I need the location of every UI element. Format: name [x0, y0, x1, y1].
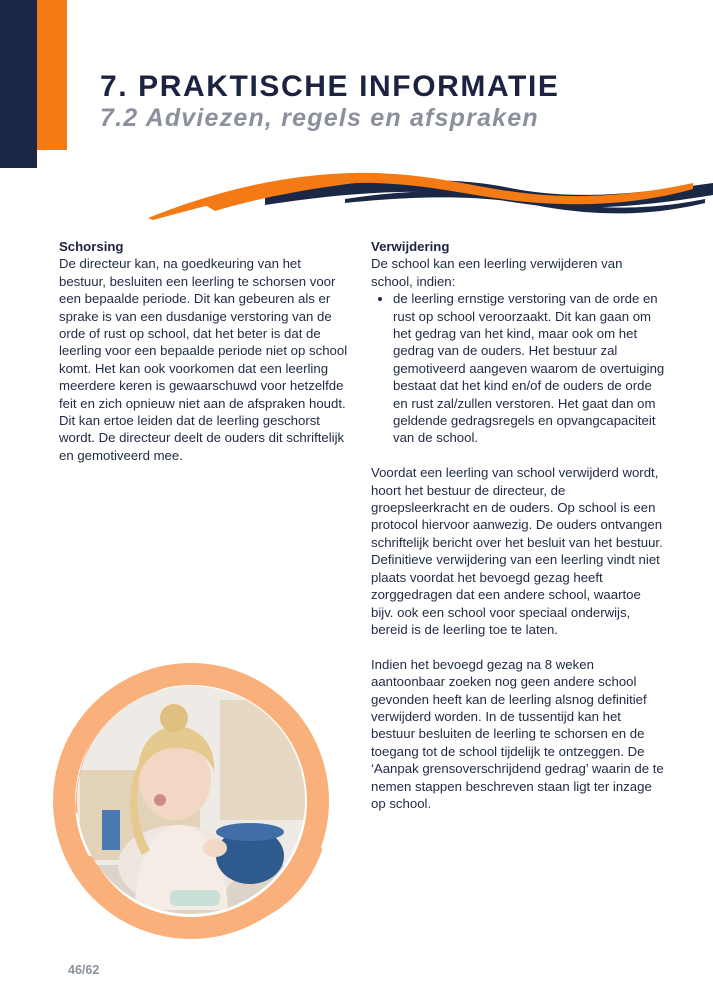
- section-heading-verwijdering: Verwijdering: [371, 239, 450, 254]
- decorative-orange-bar: [37, 0, 67, 150]
- right-column: [371, 238, 666, 812]
- schorsing-paragraph: De directeur kan, na goedkeuring van het bestuur, besluiten een leerling te schorsen voor een bepaalde periode. Dit kan gebeuren als er sprake is van een dusdanige verstoring van de orde of rust op school, dat het beter is dat de leerling voor een bepaalde periode niet op school komt. Het kan ook voorkomen dat een leerling meerdere keren is gewaarschuwd voor hetzelfde feit en zich opnieuw niet aan de afspraken houdt. Dit kan ertoe leiden dat de leerling geschorst wordt. De directeur deelt de ouders dit schriftelijk en gemotiveerd mee.: [59, 256, 348, 463]
- page-title: 7. PRAKTISCHE INFORMATIE: [100, 70, 560, 103]
- section-heading-schorsing: Schorsing: [59, 239, 124, 254]
- brush-swoosh-decoration: [145, 165, 713, 223]
- page-number: 46/62: [68, 963, 100, 977]
- verwijdering-bullet-list: [371, 290, 666, 447]
- verwijdering-paragraph-2: Voordat een leerling van school verwijderd wordt, hoort het bestuur de directeur, de groepsleerkracht en de ouders. Op school is een protocol hiervoor aanwezig. De ouders ontvangen schriftelijk bericht over het besluit van het bestuur. Definitieve verwijdering van een leerling vindt niet plaats voordat het bevoegd gezag heeft zorggedragen dat een andere school, waartoe bijv. ook een school voor speciaal onderwijs, bereid is de leerling toe te laten.: [371, 465, 663, 637]
- page-subtitle: 7.2 Adviezen, regels en afspraken: [100, 104, 539, 132]
- child-photo-circle: [50, 660, 332, 942]
- verwijdering-paragraph-3: Indien het bevoegd gezag na 8 weken aantoonbaar zoeken nog geen andere school gevonden heeft kan de leerling alsnog definitief verwijderd worden. In de tussentijd kan het bestuur besluiten de leerling te schorsen en de toegang tot de school tijdelijk te ontzeggen. De ‘Aanpak grensoverschrijdend gedrag’ waarin de te nemen stappen beschreven staan ligt ter inzage op school.: [371, 656, 664, 811]
- verwijdering-intro: De school kan een leerling verwijderen van school, indien:: [371, 256, 623, 289]
- decorative-navy-bar: [0, 0, 37, 168]
- left-column: [59, 238, 349, 464]
- bullet-item: • de leerling ernstige verstoring van de orde en rust op school veroorzaakt. Dit kan gaan om het gedrag van het kind, maar ook om het gedrag van de ouders. Het bestuur zal gemotiveerd aangeven waarom de overtuiging bestaat dat het kind en/of de ouders de orde en rust zal/zullen verstoren. Het gaat dan om geldende gedragsregels en opvangcapaciteit van de school.: [393, 290, 666, 447]
